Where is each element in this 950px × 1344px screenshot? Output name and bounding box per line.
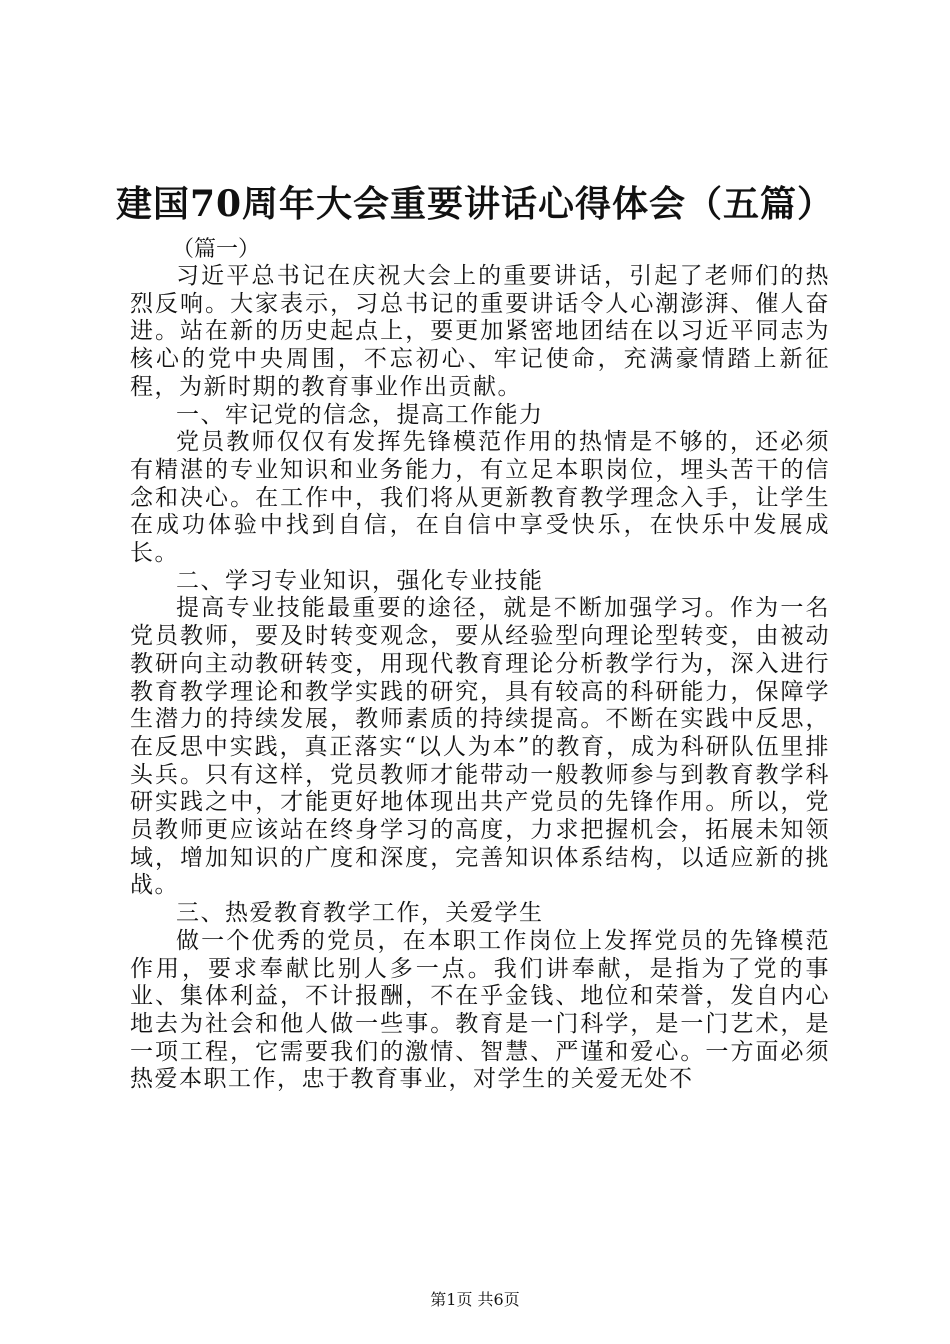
paragraph-2: 提高专业技能最重要的途径，就是不断加强学习。作为一名党员教师，要及时转变观念，要从经验型向理论型转变，由被动教研向主动教研转变，用现代教育理论分析教学行为，深入进行教育教学理论和教学实践的研究，具有较高的科研能力，保障学生潜力的持续发展，教师素质的持续提高。不断在实践中反思，在反思中实践，真正落实“以人为本”的教育，成为科研队伍里排头兵。只有这样，党员教师才能带动一般教师参与到教育教学科研实践之中，才能更好地体现出共产党员的先锋作用。所以，党员教师更应该站在终身学习的高度，力求把握机会，拓展未知领域，增加知识的广度和深度，完善知识体系结构，以适应新的挑战。 bbox=[130, 595, 830, 899]
page-footer: 第1页 共6页 bbox=[430, 1290, 520, 1309]
heading-1: 一、牢记党的信念，提高工作能力 bbox=[176, 401, 544, 428]
document-title: 建国70周年大会重要讲话心得体会（五篇） bbox=[115, 183, 835, 225]
paragraph-3: 做一个优秀的党员，在本职工作岗位上发挥党员的先锋模范作用，要求奉献比别人多一点。我们讲奉献，是指为了党的事业、集体利益，不计报酬，不在乎金钱、地位和荣誉，发自内心地去为社会和他人做一些事。教育是一门科学，是一门艺术，是一项工程，它需要我们的激情、智慧、严谨和爱心。一方面必须热爱本职工作，忠于教育事业，对学生的关爱无处不 bbox=[130, 927, 830, 1093]
document-body bbox=[130, 236, 830, 1094]
paragraph-1: 党员教师仅仅有发挥先锋模范作用的热情是不够的，还必须有精湛的专业知识和业务能力，有立足本职岗位，埋头苦干的信念和决心。在工作中，我们将从更新教育教学理念入手，让学生在成功体验中找到自信，在自信中享受快乐，在快乐中发展成长。 bbox=[130, 429, 830, 567]
heading-2: 二、学习专业知识，强化专业技能 bbox=[176, 567, 544, 594]
section-label: （篇一） bbox=[172, 237, 261, 262]
heading-3: 三、热爱教育教学工作，关爱学生 bbox=[176, 900, 544, 927]
paragraph-intro: 习近平总书记在庆祝大会上的重要讲话，引起了老师们的热烈反响。大家表示，习总书记的重要讲话令人心潮澎湃、催人奋进。站在新的历史起点上，要更加紧密地团结在以习近平同志为核心的党中央周围，不忘初心、牢记使命，充满豪情踏上新征程，为新时期的教育事业作出贡献。 bbox=[130, 263, 830, 400]
